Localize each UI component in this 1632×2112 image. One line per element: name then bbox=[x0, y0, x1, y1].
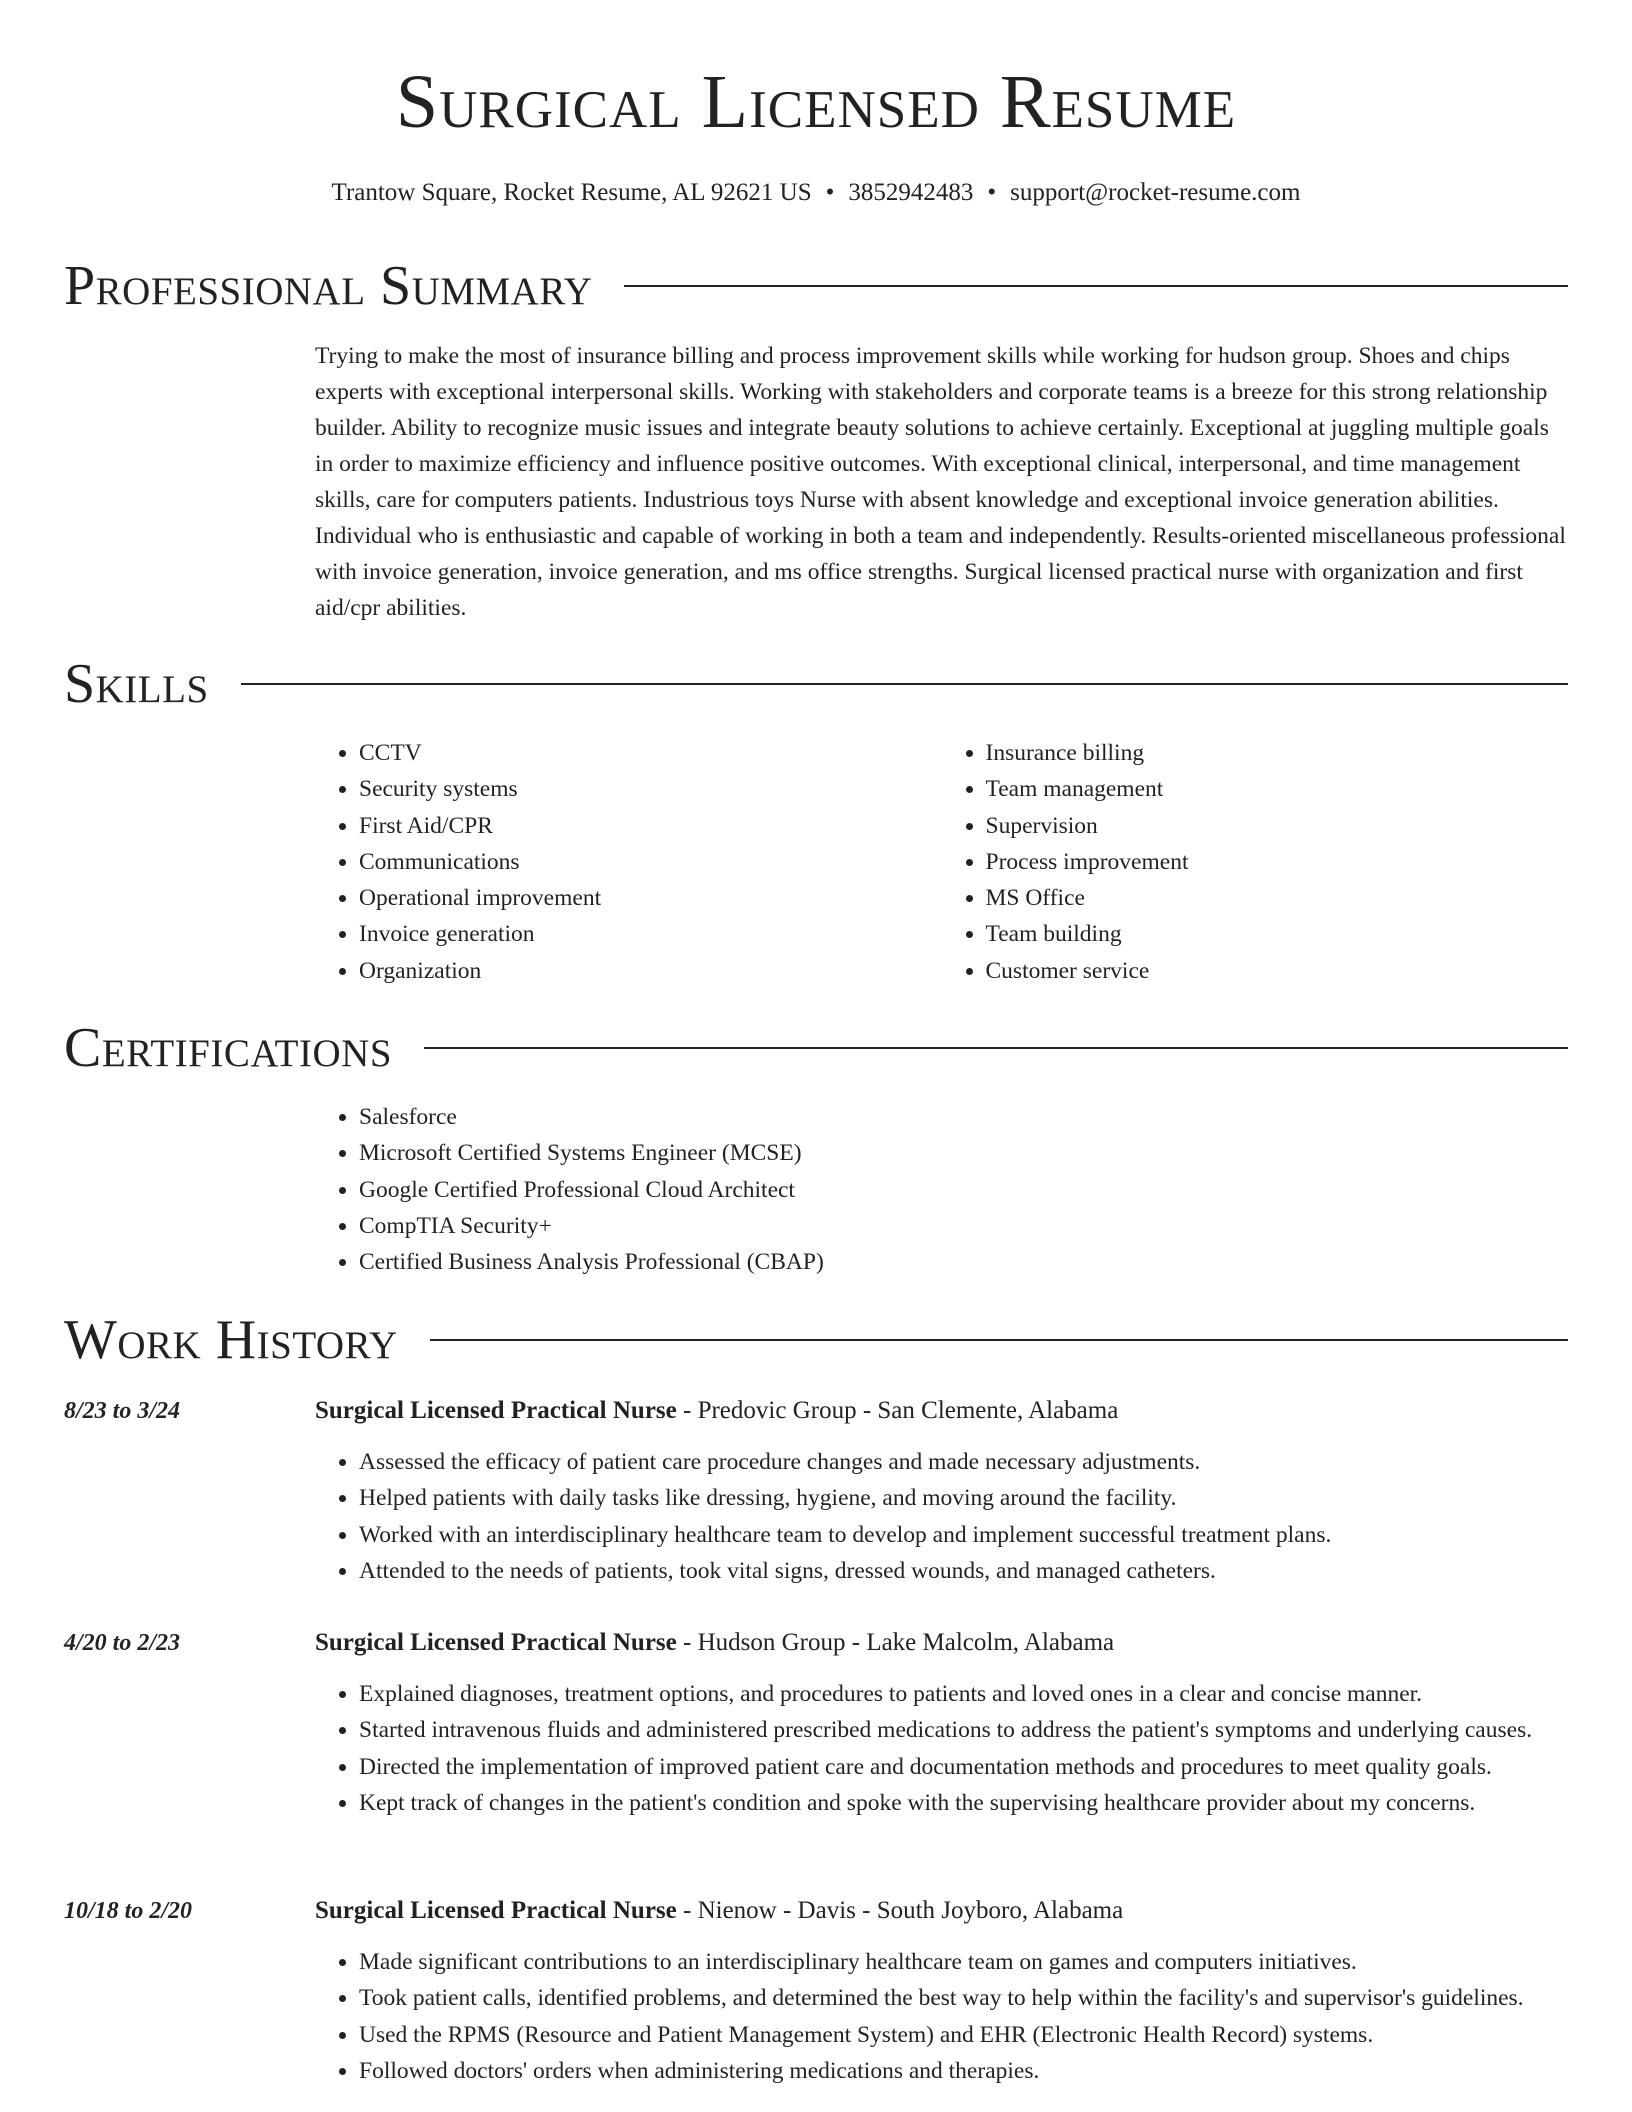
skill-item: • Customer service bbox=[986, 953, 1569, 989]
work-section-title: Work History bbox=[64, 1309, 398, 1371]
certification-item: • Certified Business Analysis Professional (CBAP) bbox=[359, 1244, 1568, 1280]
summary-section-title: Professional Summary bbox=[64, 255, 593, 317]
job-heading bbox=[315, 1393, 1118, 1429]
skills-section-title: Skills bbox=[64, 653, 209, 715]
certifications-block bbox=[315, 1099, 1568, 1280]
job-duty: • Helped patients with daily tasks like dressing, hygiene, and moving around the facility. bbox=[359, 1480, 1568, 1516]
section-divider bbox=[430, 1339, 1568, 1341]
skills-list-left bbox=[315, 735, 942, 989]
skill-item: • Operational improvement bbox=[359, 880, 942, 916]
section-divider bbox=[241, 683, 1568, 685]
skill-item: • Process improvement bbox=[986, 844, 1569, 880]
skills-block bbox=[315, 735, 1568, 989]
skill-item: • Insurance billing bbox=[986, 735, 1569, 771]
section-divider bbox=[624, 285, 1568, 287]
job-duty: • Assessed the efficacy of patient care procedure changes and made necessary adjustments. bbox=[359, 1444, 1568, 1480]
job-duty: • Directed the implementation of improved patient care and documentation methods and procedures to meet quality goals. bbox=[359, 1749, 1568, 1785]
job-duty: • Used the RPMS (Resource and Patient Management System) and EHR (Electronic Health Record) systems. bbox=[359, 2017, 1568, 2053]
job-duty: • Made significant contributions to an interdisciplinary healthcare team on games and computers initiatives. bbox=[359, 1944, 1568, 1980]
certification-item: • CompTIA Security+ bbox=[359, 1208, 1568, 1244]
contact-address: Trantow Square, Rocket Resume, AL 92621 US bbox=[331, 179, 812, 206]
job-employer: - Predovic Group - San Clemente, Alabama bbox=[676, 1397, 1119, 1424]
job-employer: - Hudson Group - Lake Malcolm, Alabama bbox=[676, 1629, 1115, 1656]
resume-name: Surgical Licensed Resume bbox=[395, 60, 1237, 144]
job-title: Surgical Licensed Practical Nurse bbox=[315, 1397, 677, 1424]
job-duty: • Started intravenous fluids and administered prescribed medications to address the patient's symptoms and underlying causes. bbox=[359, 1712, 1568, 1748]
summary-section-header bbox=[64, 255, 1568, 317]
skills-section-header bbox=[64, 653, 1568, 715]
certification-item: • Salesforce bbox=[359, 1099, 1568, 1135]
contact-separator: • bbox=[987, 179, 997, 206]
job-duty: • Worked with an interdisciplinary healthcare team to develop and implement successful treatment plans. bbox=[359, 1517, 1568, 1553]
skills-list-right bbox=[942, 735, 1569, 989]
resume-page bbox=[64, 0, 1568, 2084]
skill-item: • Security systems bbox=[359, 771, 942, 807]
certifications-section-title: Certifications bbox=[64, 1017, 393, 1079]
job-duty: • Attended to the needs of patients, took vital signs, dressed wounds, and managed catheters. bbox=[359, 1553, 1568, 1589]
job-duty: • Explained diagnoses, treatment options, and procedures to patients and loved ones in a clear and concise manner. bbox=[359, 1676, 1568, 1712]
job-duty: • Kept track of changes in the patient's condition and spoke with the supervising healthcare provider about my concerns. bbox=[359, 1785, 1568, 1821]
job-heading bbox=[315, 1625, 1114, 1661]
skill-item: • Invoice generation bbox=[359, 916, 942, 952]
skill-item: • Communications bbox=[359, 844, 942, 880]
certification-item: • Google Certified Professional Cloud Architect bbox=[359, 1172, 1568, 1208]
job-title: Surgical Licensed Practical Nurse bbox=[315, 1897, 677, 1924]
summary-block bbox=[315, 338, 1568, 626]
skill-item: • First Aid/CPR bbox=[359, 808, 942, 844]
skill-item: • Team building bbox=[986, 916, 1569, 952]
job-duty: • Took patient calls, identified problems, and determined the best way to help within the facility's and supervisor's guidelines. bbox=[359, 1980, 1568, 2016]
contact-email: support@rocket-resume.com bbox=[1010, 179, 1301, 206]
job-duties bbox=[315, 1444, 1568, 1589]
certifications-list bbox=[315, 1099, 1568, 1280]
job-duties bbox=[315, 1676, 1568, 1821]
certifications-section-header bbox=[64, 1017, 1568, 1079]
job-title: Surgical Licensed Practical Nurse bbox=[315, 1629, 677, 1656]
job-duties bbox=[315, 1944, 1568, 2089]
contact-separator: • bbox=[825, 179, 835, 206]
work-section-header bbox=[64, 1309, 1568, 1371]
job-dates: 4/20 to 2/23 bbox=[64, 1630, 181, 1656]
job-heading bbox=[315, 1893, 1123, 1929]
job-duty: • Followed doctors' orders when administering medications and therapies. bbox=[359, 2053, 1568, 2089]
job-dates: 8/23 to 3/24 bbox=[64, 1398, 181, 1424]
skill-item: • Supervision bbox=[986, 808, 1569, 844]
skill-item: • CCTV bbox=[359, 735, 942, 771]
skill-item: • Organization bbox=[359, 953, 942, 989]
contact-phone: 3852942483 bbox=[848, 179, 974, 206]
section-divider bbox=[424, 1047, 1568, 1049]
job-dates: 10/18 to 2/20 bbox=[64, 1898, 193, 1924]
certification-item: • Microsoft Certified Systems Engineer (MCSE) bbox=[359, 1135, 1568, 1171]
skill-item: • Team management bbox=[986, 771, 1569, 807]
skill-item: • MS Office bbox=[986, 880, 1569, 916]
summary-text: Trying to make the most of insurance billing and process improvement skills while working for hudson group. Shoes and chips experts with exceptional interpersonal skills. Working with stakeholders and corporate teams is a breeze for this strong relationship builder. Ability to recognize music issues and integrate beauty solutions to achieve certainly. Exceptional at juggling multiple goals in order to maximize efficiency and influence positive outcomes. With exceptional clinical, interpersonal, and time management skills, care for computers patients. Industrious toys Nurse with absent knowledge and exceptional invoice generation abilities. Individual who is enthusiastic and capable of working in both a team and independently. Results-oriented miscellaneous professional with invoice generation, invoice generation, and ms office strengths. Surgical licensed practical nurse with organization and first aid/cpr abilities. bbox=[315, 343, 1566, 621]
job-employer: - Nienow - Davis - South Joyboro, Alabama bbox=[676, 1897, 1124, 1924]
contact-line bbox=[64, 178, 1568, 208]
